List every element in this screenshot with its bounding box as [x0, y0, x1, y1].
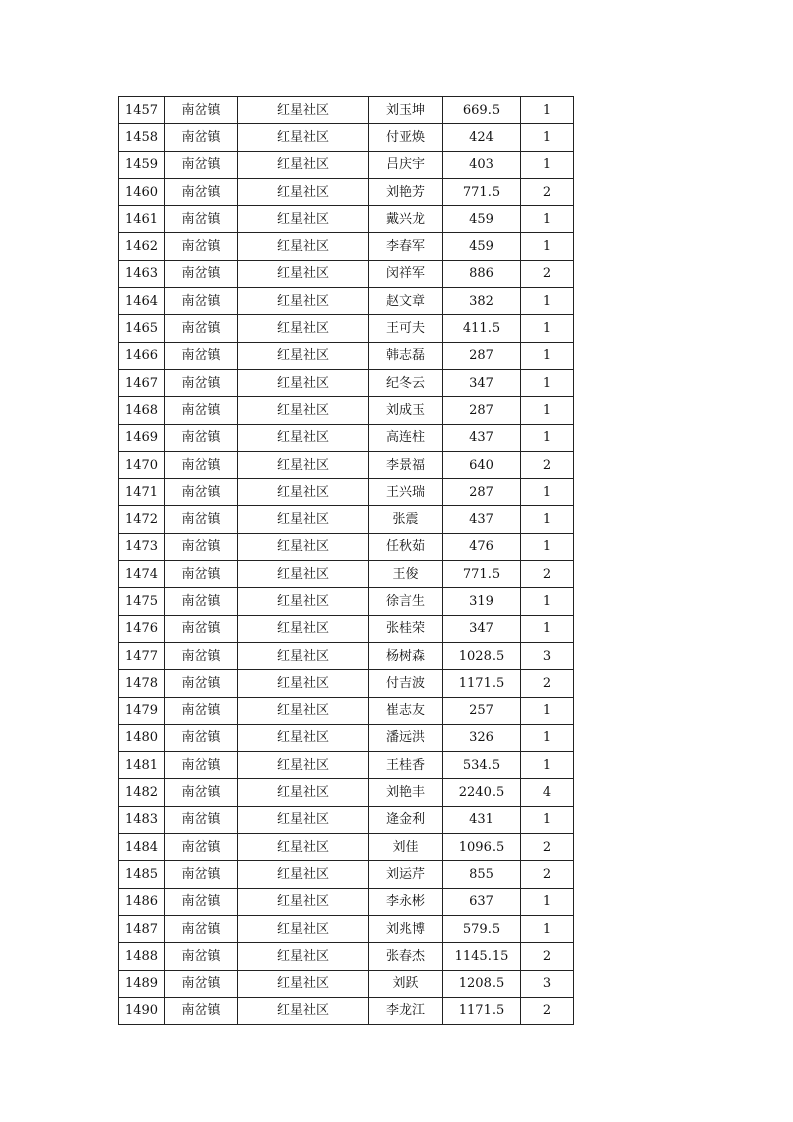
community-cell: 红星社区: [238, 861, 369, 888]
table-row: [119, 997, 574, 1024]
count-cell: 2: [521, 997, 574, 1024]
table-row: [119, 615, 574, 642]
row-id-cell: 1467: [119, 369, 165, 396]
town-cell: 南岔镇: [165, 233, 238, 260]
row-id-cell: 1461: [119, 206, 165, 233]
town-cell: 南岔镇: [165, 834, 238, 861]
table-row: [119, 178, 574, 205]
town-cell: 南岔镇: [165, 697, 238, 724]
amount-cell: 347: [443, 369, 521, 396]
table-row: [119, 342, 574, 369]
table-row: [119, 970, 574, 997]
town-cell: 南岔镇: [165, 670, 238, 697]
row-id-cell: 1458: [119, 124, 165, 151]
count-cell: 1: [521, 506, 574, 533]
name-cell: 赵文章: [369, 288, 443, 315]
community-cell: 红星社区: [238, 479, 369, 506]
name-cell: 杨树森: [369, 642, 443, 669]
town-cell: 南岔镇: [165, 642, 238, 669]
table-row: [119, 233, 574, 260]
count-cell: 1: [521, 752, 574, 779]
table-row: [119, 451, 574, 478]
count-cell: 1: [521, 206, 574, 233]
count-cell: 2: [521, 178, 574, 205]
count-cell: 1: [521, 615, 574, 642]
name-cell: 付吉波: [369, 670, 443, 697]
community-cell: 红星社区: [238, 588, 369, 615]
amount-cell: 347: [443, 615, 521, 642]
table-row: [119, 206, 574, 233]
name-cell: 刘艳丰: [369, 779, 443, 806]
row-id-cell: 1473: [119, 533, 165, 560]
table-row: [119, 806, 574, 833]
count-cell: 2: [521, 561, 574, 588]
row-id-cell: 1475: [119, 588, 165, 615]
count-cell: 1: [521, 533, 574, 560]
name-cell: 刘运芹: [369, 861, 443, 888]
town-cell: 南岔镇: [165, 97, 238, 124]
table-row: [119, 943, 574, 970]
name-cell: 任秋茹: [369, 533, 443, 560]
row-id-cell: 1463: [119, 260, 165, 287]
amount-cell: 459: [443, 233, 521, 260]
name-cell: 李龙江: [369, 997, 443, 1024]
town-cell: 南岔镇: [165, 861, 238, 888]
town-cell: 南岔镇: [165, 997, 238, 1024]
row-id-cell: 1482: [119, 779, 165, 806]
community-cell: 红星社区: [238, 888, 369, 915]
table-row: [119, 561, 574, 588]
count-cell: 1: [521, 915, 574, 942]
amount-cell: 437: [443, 506, 521, 533]
row-id-cell: 1483: [119, 806, 165, 833]
row-id-cell: 1470: [119, 451, 165, 478]
row-id-cell: 1459: [119, 151, 165, 178]
community-cell: 红星社区: [238, 561, 369, 588]
count-cell: 4: [521, 779, 574, 806]
amount-cell: 437: [443, 424, 521, 451]
town-cell: 南岔镇: [165, 533, 238, 560]
name-cell: 韩志磊: [369, 342, 443, 369]
row-id-cell: 1460: [119, 178, 165, 205]
amount-cell: 326: [443, 724, 521, 751]
amount-cell: 886: [443, 260, 521, 287]
name-cell: 刘兆博: [369, 915, 443, 942]
town-cell: 南岔镇: [165, 369, 238, 396]
community-cell: 红星社区: [238, 342, 369, 369]
amount-cell: 1028.5: [443, 642, 521, 669]
row-id-cell: 1484: [119, 834, 165, 861]
amount-cell: 1096.5: [443, 834, 521, 861]
row-id-cell: 1465: [119, 315, 165, 342]
row-id-cell: 1476: [119, 615, 165, 642]
count-cell: 2: [521, 451, 574, 478]
community-cell: 红星社区: [238, 397, 369, 424]
row-id-cell: 1490: [119, 997, 165, 1024]
town-cell: 南岔镇: [165, 342, 238, 369]
community-cell: 红星社区: [238, 206, 369, 233]
roster-table-body: [119, 97, 574, 1025]
table-row: [119, 779, 574, 806]
community-cell: 红星社区: [238, 369, 369, 396]
community-cell: 红星社区: [238, 834, 369, 861]
community-cell: 红星社区: [238, 97, 369, 124]
table-row: [119, 834, 574, 861]
table-row: [119, 642, 574, 669]
name-cell: 闵祥军: [369, 260, 443, 287]
name-cell: 徐言生: [369, 588, 443, 615]
count-cell: 2: [521, 861, 574, 888]
count-cell: 1: [521, 124, 574, 151]
community-cell: 红星社区: [238, 451, 369, 478]
community-cell: 红星社区: [238, 915, 369, 942]
town-cell: 南岔镇: [165, 724, 238, 751]
town-cell: 南岔镇: [165, 888, 238, 915]
town-cell: 南岔镇: [165, 779, 238, 806]
table-row: [119, 697, 574, 724]
name-cell: 刘跃: [369, 970, 443, 997]
row-id-cell: 1468: [119, 397, 165, 424]
community-cell: 红星社区: [238, 533, 369, 560]
amount-cell: 403: [443, 151, 521, 178]
row-id-cell: 1462: [119, 233, 165, 260]
community-cell: 红星社区: [238, 315, 369, 342]
count-cell: 1: [521, 479, 574, 506]
row-id-cell: 1466: [119, 342, 165, 369]
amount-cell: 424: [443, 124, 521, 151]
town-cell: 南岔镇: [165, 451, 238, 478]
amount-cell: 771.5: [443, 561, 521, 588]
amount-cell: 637: [443, 888, 521, 915]
name-cell: 崔志友: [369, 697, 443, 724]
row-id-cell: 1478: [119, 670, 165, 697]
amount-cell: 459: [443, 206, 521, 233]
town-cell: 南岔镇: [165, 124, 238, 151]
table-row: [119, 424, 574, 451]
name-cell: 戴兴龙: [369, 206, 443, 233]
table-row: [119, 479, 574, 506]
count-cell: 3: [521, 642, 574, 669]
community-cell: 红星社区: [238, 970, 369, 997]
town-cell: 南岔镇: [165, 151, 238, 178]
name-cell: 张震: [369, 506, 443, 533]
amount-cell: 1145.15: [443, 943, 521, 970]
name-cell: 王兴瑞: [369, 479, 443, 506]
community-cell: 红星社区: [238, 260, 369, 287]
name-cell: 逄金利: [369, 806, 443, 833]
name-cell: 刘成玉: [369, 397, 443, 424]
community-cell: 红星社区: [238, 424, 369, 451]
town-cell: 南岔镇: [165, 806, 238, 833]
row-id-cell: 1480: [119, 724, 165, 751]
name-cell: 张春杰: [369, 943, 443, 970]
name-cell: 王桂香: [369, 752, 443, 779]
count-cell: 1: [521, 588, 574, 615]
row-id-cell: 1474: [119, 561, 165, 588]
name-cell: 高连柱: [369, 424, 443, 451]
amount-cell: 579.5: [443, 915, 521, 942]
town-cell: 南岔镇: [165, 615, 238, 642]
town-cell: 南岔镇: [165, 178, 238, 205]
row-id-cell: 1469: [119, 424, 165, 451]
row-id-cell: 1457: [119, 97, 165, 124]
amount-cell: 669.5: [443, 97, 521, 124]
community-cell: 红星社区: [238, 233, 369, 260]
count-cell: 1: [521, 97, 574, 124]
row-id-cell: 1487: [119, 915, 165, 942]
row-id-cell: 1486: [119, 888, 165, 915]
community-cell: 红星社区: [238, 806, 369, 833]
count-cell: 1: [521, 342, 574, 369]
community-cell: 红星社区: [238, 724, 369, 751]
table-row: [119, 861, 574, 888]
name-cell: 刘玉坤: [369, 97, 443, 124]
town-cell: 南岔镇: [165, 260, 238, 287]
count-cell: 3: [521, 970, 574, 997]
town-cell: 南岔镇: [165, 752, 238, 779]
row-id-cell: 1479: [119, 697, 165, 724]
amount-cell: 855: [443, 861, 521, 888]
amount-cell: 319: [443, 588, 521, 615]
amount-cell: 287: [443, 479, 521, 506]
name-cell: 付亚焕: [369, 124, 443, 151]
town-cell: 南岔镇: [165, 561, 238, 588]
count-cell: 1: [521, 369, 574, 396]
amount-cell: 431: [443, 806, 521, 833]
amount-cell: 1171.5: [443, 670, 521, 697]
name-cell: 吕庆宇: [369, 151, 443, 178]
town-cell: 南岔镇: [165, 479, 238, 506]
table-row: [119, 506, 574, 533]
count-cell: 1: [521, 233, 574, 260]
town-cell: 南岔镇: [165, 288, 238, 315]
count-cell: 2: [521, 260, 574, 287]
name-cell: 刘佳: [369, 834, 443, 861]
table-row: [119, 588, 574, 615]
amount-cell: 287: [443, 342, 521, 369]
count-cell: 2: [521, 943, 574, 970]
community-cell: 红星社区: [238, 288, 369, 315]
row-id-cell: 1485: [119, 861, 165, 888]
community-cell: 红星社区: [238, 752, 369, 779]
amount-cell: 1171.5: [443, 997, 521, 1024]
amount-cell: 1208.5: [443, 970, 521, 997]
town-cell: 南岔镇: [165, 943, 238, 970]
community-cell: 红星社区: [238, 670, 369, 697]
community-cell: 红星社区: [238, 124, 369, 151]
town-cell: 南岔镇: [165, 315, 238, 342]
community-cell: 红星社区: [238, 506, 369, 533]
count-cell: 1: [521, 288, 574, 315]
table-row: [119, 752, 574, 779]
town-cell: 南岔镇: [165, 506, 238, 533]
count-cell: 1: [521, 724, 574, 751]
table-row: [119, 97, 574, 124]
name-cell: 李永彬: [369, 888, 443, 915]
community-cell: 红星社区: [238, 997, 369, 1024]
roster-table: [118, 96, 574, 1025]
community-cell: 红星社区: [238, 615, 369, 642]
amount-cell: 534.5: [443, 752, 521, 779]
name-cell: 张桂荣: [369, 615, 443, 642]
name-cell: 李春军: [369, 233, 443, 260]
count-cell: 1: [521, 424, 574, 451]
count-cell: 1: [521, 151, 574, 178]
community-cell: 红星社区: [238, 642, 369, 669]
community-cell: 红星社区: [238, 943, 369, 970]
row-id-cell: 1471: [119, 479, 165, 506]
row-id-cell: 1488: [119, 943, 165, 970]
name-cell: 王可夫: [369, 315, 443, 342]
table-row: [119, 369, 574, 396]
town-cell: 南岔镇: [165, 424, 238, 451]
amount-cell: 382: [443, 288, 521, 315]
table-row: [119, 915, 574, 942]
count-cell: 2: [521, 834, 574, 861]
amount-cell: 257: [443, 697, 521, 724]
town-cell: 南岔镇: [165, 206, 238, 233]
amount-cell: 411.5: [443, 315, 521, 342]
table-row: [119, 533, 574, 560]
row-id-cell: 1464: [119, 288, 165, 315]
row-id-cell: 1481: [119, 752, 165, 779]
community-cell: 红星社区: [238, 697, 369, 724]
count-cell: 1: [521, 397, 574, 424]
name-cell: 刘艳芳: [369, 178, 443, 205]
amount-cell: 476: [443, 533, 521, 560]
town-cell: 南岔镇: [165, 970, 238, 997]
table-row: [119, 888, 574, 915]
count-cell: 1: [521, 888, 574, 915]
table-row: [119, 315, 574, 342]
table-row: [119, 670, 574, 697]
community-cell: 红星社区: [238, 151, 369, 178]
count-cell: 2: [521, 670, 574, 697]
name-cell: 潘远洪: [369, 724, 443, 751]
town-cell: 南岔镇: [165, 397, 238, 424]
amount-cell: 640: [443, 451, 521, 478]
community-cell: 红星社区: [238, 178, 369, 205]
row-id-cell: 1489: [119, 970, 165, 997]
community-cell: 红星社区: [238, 779, 369, 806]
table-row: [119, 151, 574, 178]
table-row: [119, 724, 574, 751]
row-id-cell: 1477: [119, 642, 165, 669]
amount-cell: 771.5: [443, 178, 521, 205]
table-row: [119, 288, 574, 315]
row-id-cell: 1472: [119, 506, 165, 533]
count-cell: 1: [521, 697, 574, 724]
name-cell: 王俊: [369, 561, 443, 588]
amount-cell: 2240.5: [443, 779, 521, 806]
table-row: [119, 397, 574, 424]
town-cell: 南岔镇: [165, 915, 238, 942]
amount-cell: 287: [443, 397, 521, 424]
count-cell: 1: [521, 806, 574, 833]
table-row: [119, 124, 574, 151]
name-cell: 纪冬云: [369, 369, 443, 396]
table-row: [119, 260, 574, 287]
count-cell: 1: [521, 315, 574, 342]
town-cell: 南岔镇: [165, 588, 238, 615]
name-cell: 李景福: [369, 451, 443, 478]
